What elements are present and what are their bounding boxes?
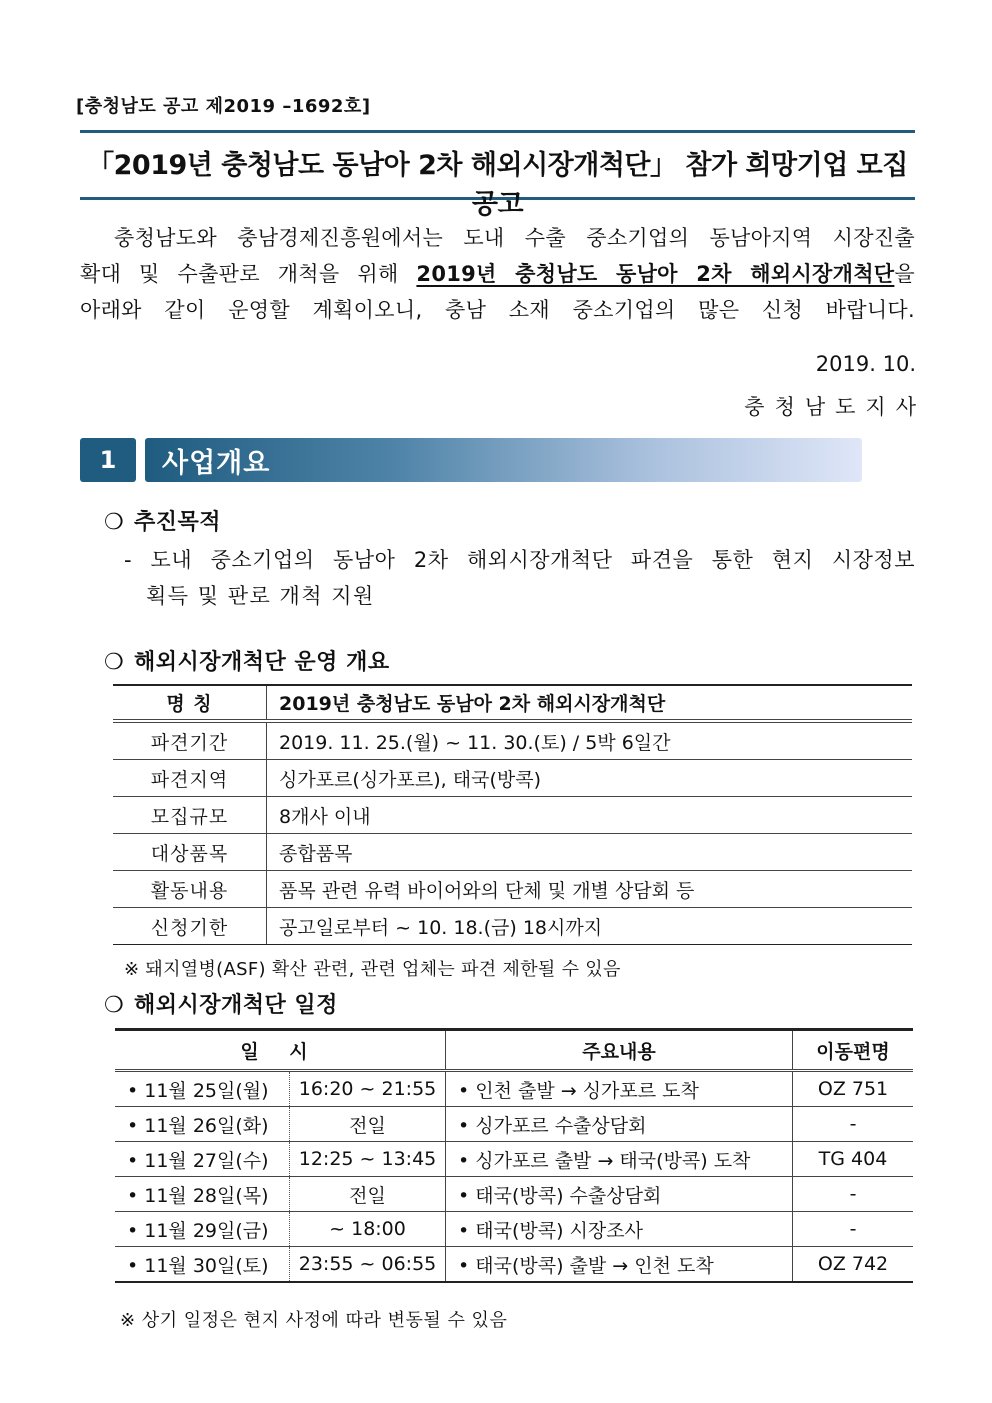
row-flight: OZ 751	[793, 1071, 914, 1107]
table-row	[113, 834, 912, 871]
row-flight: -	[793, 1177, 914, 1212]
notice-number: [충청남도 공고 제2019 –1692호]	[76, 96, 371, 117]
header-value: 2019년 충청남도 동남아 2차 해외시장개척단	[267, 685, 913, 721]
row-key: 파견기간	[113, 721, 267, 760]
row-content: • 싱가포르 수출상담회	[446, 1107, 793, 1142]
page-title: 「2019년 충청남도 동남아 2차 해외시장개척단」 참가 희망기업 모집 공고	[87, 150, 908, 220]
row-key: 활동내용	[113, 871, 267, 908]
notice-date: 2019. 10.	[815, 352, 916, 376]
row-value: 공고일로부터 ~ 10. 18.(금) 18시까지	[267, 908, 913, 945]
intro-line-1	[80, 222, 915, 252]
row-time: ~ 18:00	[290, 1212, 446, 1247]
intro-line-3: 아래와 같이 운영할 계획이오니, 충남 소재 중소기업의 많은 신청 바랍니다.	[80, 298, 915, 322]
intro-line-2-post: 을	[894, 262, 915, 286]
row-key: 신청기한	[113, 908, 267, 945]
header-flight: 이동편명	[793, 1030, 914, 1071]
schedule-heading	[104, 988, 338, 1019]
row-value: 싱가포르(싱가포르), 태국(방콕)	[267, 760, 913, 797]
row-content: • 태국(방콕) 수출상담회	[446, 1177, 793, 1212]
table-header-row	[115, 1030, 913, 1071]
table-header-row	[113, 685, 912, 721]
purpose-line-2: 획득 및 판로 개척 지원	[146, 584, 375, 608]
schedule-table	[115, 1028, 913, 1283]
row-value: 2019. 11. 25.(월) ~ 11. 30.(토) / 5박 6일간	[267, 721, 913, 760]
table-row	[115, 1177, 913, 1212]
table-row	[115, 1212, 913, 1247]
table-row	[115, 1247, 913, 1283]
schedule-note: ※ 상기 일정은 현지 사정에 따라 변동될 수 있음	[120, 1310, 508, 1331]
row-time: 전일	[290, 1107, 446, 1142]
intro-line-2-pre: 확대 및 수출판로 개척을 위해	[80, 262, 417, 286]
row-time: 12:25 ~ 13:45	[290, 1142, 446, 1177]
row-date: • 11월 29일(금)	[115, 1212, 290, 1247]
row-content: • 인천 출발 → 싱가포르 도착	[446, 1071, 793, 1107]
table-row	[113, 797, 912, 834]
row-date: • 11월 26일(화)	[115, 1107, 290, 1142]
row-date: • 11월 27일(수)	[115, 1142, 290, 1177]
schedule-heading-text: 해외시장개척단 일정	[134, 993, 338, 1018]
row-value: 8개사 이내	[267, 797, 913, 834]
section-number: 1	[80, 438, 136, 482]
purpose-heading-text: 추진목적	[134, 510, 222, 535]
row-flight: -	[793, 1107, 914, 1142]
table-row	[115, 1142, 913, 1177]
row-date: • 11월 25일(월)	[115, 1071, 290, 1107]
row-time: 23:55 ~ 06:55	[290, 1247, 446, 1283]
row-key: 대상품목	[113, 834, 267, 871]
table-row	[113, 760, 912, 797]
overview-heading-text: 해외시장개척단 운영 개요	[134, 650, 390, 675]
row-content: • 태국(방콕) 시장조사	[446, 1212, 793, 1247]
circle-bullet-icon: ❍	[104, 510, 125, 535]
intro-line-1-text: 충청남도와 충남경제진흥원에서는 도내 수출 중소기업의 동남아지역 시장진출	[114, 226, 915, 250]
header-datetime: 일 시	[115, 1030, 446, 1071]
overview-heading	[104, 645, 390, 676]
header-key: 명 칭	[113, 685, 267, 721]
row-key: 모집규모	[113, 797, 267, 834]
row-date: • 11월 30일(토)	[115, 1247, 290, 1283]
row-flight: -	[793, 1212, 914, 1247]
table-row	[113, 721, 912, 760]
section-title: 사업개요	[162, 448, 271, 479]
table-row	[115, 1071, 913, 1107]
row-key: 파견지역	[113, 760, 267, 797]
row-time: 전일	[290, 1177, 446, 1212]
table-row	[115, 1107, 913, 1142]
row-value: 종합품목	[267, 834, 913, 871]
issuing-agency: 충청남도지사	[744, 395, 926, 419]
purpose-heading	[104, 505, 221, 536]
table-row	[113, 908, 912, 945]
table-row	[113, 871, 912, 908]
row-content: • 싱가포르 출발 → 태국(방콕) 도착	[446, 1142, 793, 1177]
row-time: 16:20 ~ 21:55	[290, 1071, 446, 1107]
circle-bullet-icon: ❍	[104, 650, 125, 675]
intro-line-2	[80, 258, 915, 288]
row-flight: TG 404	[793, 1142, 914, 1177]
purpose-line-1: - 도내 중소기업의 동남아 2차 해외시장개척단 파견을 통한 현지 시장정보	[124, 548, 915, 572]
header-content: 주요내용	[446, 1030, 793, 1071]
row-content: • 태국(방콕) 출발 → 인천 도착	[446, 1247, 793, 1283]
intro-emphasis: 2019년 충청남도 동남아 2차 해외시장개척단	[416, 262, 895, 286]
overview-note: ※ 돼지열병(ASF) 확산 관련, 관련 업체는 파견 제한될 수 있음	[124, 959, 621, 980]
overview-table	[113, 684, 912, 945]
row-value: 품목 관련 유력 바이어와의 단체 및 개별 상담회 등	[267, 871, 913, 908]
row-flight: OZ 742	[793, 1247, 914, 1283]
circle-bullet-icon: ❍	[104, 993, 125, 1018]
row-date: • 11월 28일(목)	[115, 1177, 290, 1212]
